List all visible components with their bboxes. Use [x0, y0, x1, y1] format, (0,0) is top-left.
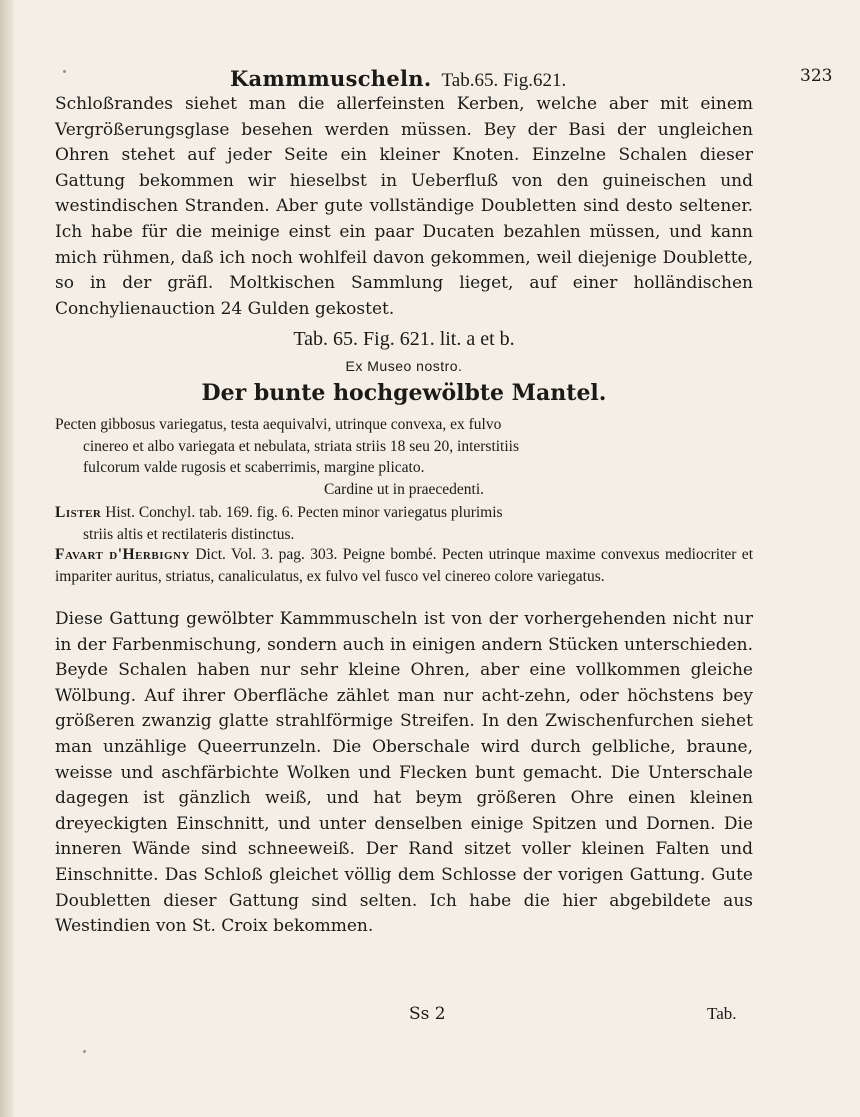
reference-favart: [55, 544, 753, 587]
paragraph-continued: Schloßrandes siehet man die allerfeinsten Kerben, welche aber mit einem Vergrößerungsglase besehen werden müssen. Bey der Basi der ungleichen Ohren stehet auf jeder Seite ein kleiner Knoten. Einzelne Schalen dieser Gattung bekommen wir hieselbst in Ueberfluß von den guineischen und westindischen Stranden. Aber gute vollständige Doubletten sind desto seltener. Ich habe für die meinige einst ein paar Ducaten bezahlen müssen, und kann mich rühmen, daß ich noch wohlfeil davon gekommen, weil diejenige Doublette, so in der gräfl. Moltkischen Sammlung lieget, auf einer holländischen Conchylienauction 24 Gulden gekostet.: [55, 94, 753, 319]
reference-text: Hist. Conchyl. tab. 169. fig. 6. Pecten minor variegatus plurimis: [105, 504, 503, 521]
page-footer: [55, 1004, 753, 1030]
species-title: Der bunte hochgewölbte Mantel.: [201, 380, 607, 406]
latin-description: [55, 414, 753, 500]
latin-line: Cardine ut in praecedenti.: [323, 480, 485, 498]
reference-line: [55, 502, 753, 524]
running-header: [230, 66, 833, 92]
reference-author: Favart d'Herbigny: [55, 546, 190, 563]
reference-lister: [55, 502, 753, 545]
latin-line: cinereo et albo variegata et nebulata, striata striis 18 seu 20, interstitiis: [83, 437, 520, 455]
reference-continuation: striis altis et rectilateris distinctus.: [83, 525, 295, 543]
paragraph-description: Diese Gattung gewölbter Kammmuscheln ist von der vorhergehenden nicht nur in der Farbenmischung, sondern auch in einigen andern Stücken unterschieden. Beyde Schalen haben nur sehr kleine Ohren, aber eine vollkommen gleiche Wölbung. Auf ihrer Oberfläche zählet man nur acht-zehn, oder höchstens bey größeren zwanzig glatte strahlförmige Streifen. In den Zwischenfurchen siehet man unzählige Queerrunzeln. Die Oberschale wird durch gelbliche, braune, weisse und aschfärbichte Wolken und Flecken bunt gemacht. Die Unterschale dagegen ist gänzlich weiß, und hat beym größeren Ohre einen kleinen dreyeckigten Einschnitt, und unter denselben einige Spitzen und Dornen. Die inneren Wände sind schneeweiß. Der Rand sitzet voller kleinen Falten und Einschnitte. Das Schloß gleichet völlig dem Schlosse der vorigen Gattung. Gute Doubletten dieser Gattung sind selten. Ich habe die hier abgebildete aus Westindien von St. Croix bekommen.: [55, 609, 753, 937]
latin-line: Pecten gibbosus variegatus, testa aequivalvi, utrinque convexa, ex fulvo: [55, 416, 502, 433]
binding-gutter: [0, 0, 14, 1117]
latin-line: fulcorum valde rugosis et scaberrimis, margine plicato.: [83, 459, 425, 477]
reference-line: [55, 544, 753, 587]
paper-speck: [63, 70, 66, 73]
reference-author: Lister: [55, 504, 102, 521]
catchword: Tab.: [707, 1004, 737, 1023]
plate-reference: Tab.65. Fig.621.: [441, 70, 567, 91]
paper-speck: [83, 1050, 86, 1053]
running-title: Kammmuscheln.: [230, 66, 432, 91]
source-line: Ex Museo nostro.: [345, 358, 463, 374]
plate-figure-line: Tab. 65. Fig. 621. lit. a et b.: [293, 328, 515, 350]
page-number: 323: [800, 66, 833, 86]
signature-mark: Ss 2: [409, 1004, 446, 1024]
reference-text: Dict. Vol. 3. pag. 303. Peigne bombé. Pecten utrinque maxime convexus mediocriter et impariter auritus, striatus, canaliculatus, ex fulvo vel fusco vel cinereo colore variegatus.: [55, 546, 753, 585]
